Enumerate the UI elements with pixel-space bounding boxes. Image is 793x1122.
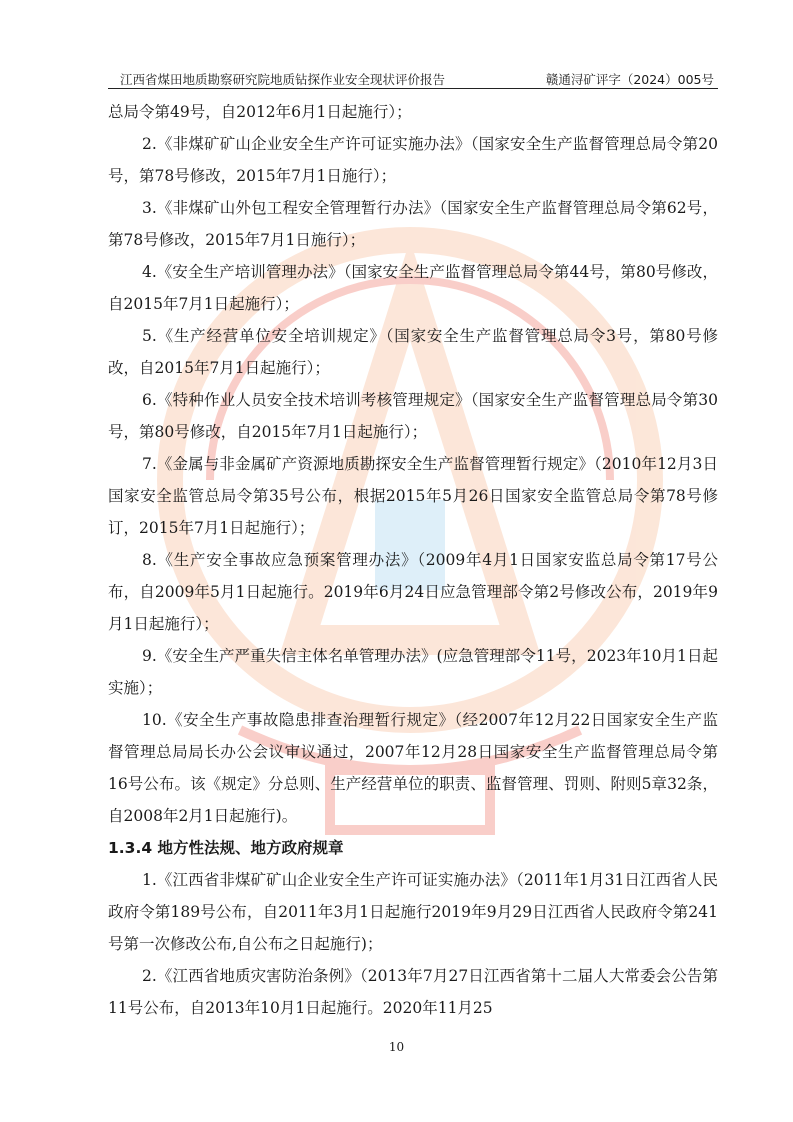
document-number: 赣通浔矿评字（2024）005号 xyxy=(545,72,714,87)
list-item: 1.《江西省非煤矿矿山企业安全生产许可证实施办法》（2011年1月31日江西省人民政府令第189号公布，自2011年3月1日起施行2019年9月29日江西省人民政府令第241号第一次修改公布,自公布之日起施行)； xyxy=(108,871,718,953)
document-body xyxy=(108,96,718,1024)
report-title: 江西省煤田地质勘察研究院地质钻探作业安全现状评价报告 xyxy=(120,72,446,87)
list-item: 5.《生产经营单位安全培训规定》（国家安全生产监督管理总局令3号，第80号修改，自2015年7月1日起施行）； xyxy=(108,327,718,377)
page-number: 10 xyxy=(388,1040,405,1054)
list-item: 9.《安全生产严重失信主体名单管理办法》(应急管理部令11号，2023年10月1日起实施）； xyxy=(108,647,718,697)
list-item: 10.《安全生产事故隐患排查治理暂行规定》（经2007年12月22日国家安全生产监督管理总局局长办公会议审议通过，2007年12月28日国家安全生产监督管理总局令第16号公布。该《规定》分总则、生产经营单位的职责、监督管理、罚则、附则5章32条，自2008年2月1日起施行)。 xyxy=(108,711,718,825)
list-item: 7.《金属与非金属矿产资源地质勘探安全生产监督管理暂行规定》（2010年12月3日国家安全监管总局令第35号公布，根据2015年5月26日国家安全监管总局令第78号修订，2015年7月1日起施行）； xyxy=(108,455,718,537)
page-header xyxy=(108,66,718,89)
list-item: 8.《生产安全事故应急预案管理办法》（2009年4月1日国家安监总局令第17号公布，自2009年5月1日起施行。2019年6月24日应急管理部令第2号修改公布，2019年9月1日起施行）； xyxy=(108,551,718,633)
list-item: 2.《江西省地质灾害防治条例》（2013年7月27日江西省第十二届人大常委会公告第11号公布，自2013年10月1日起施行。2020年11月25 xyxy=(108,967,718,1017)
list-item: 6.《特种作业人员安全技术培训考核管理规定》（国家安全生产监督管理总局令第30号，第80号修改，自2015年7月1日起施行）； xyxy=(108,391,718,441)
list-item: 3.《非煤矿山外包工程安全管理暂行办法》（国家安全生产监督管理总局令第62号，第78号修改，2015年7月1日施行）； xyxy=(108,199,718,249)
section-heading: 1.3.4 地方性法规、地方政府规章 xyxy=(108,839,344,857)
list-item: 4.《安全生产培训管理办法》（国家安全生产监督管理总局令第44号，第80号修改，自2015年7月1日起施行）； xyxy=(108,263,718,313)
paragraph-continuation: 总局令第49号，自2012年6月1日起施行）； xyxy=(108,103,412,121)
list-item: 2.《非煤矿矿山企业安全生产许可证实施办法》（国家安全生产监督管理总局令第20号，第78号修改，2015年7月1日施行）； xyxy=(108,135,718,185)
